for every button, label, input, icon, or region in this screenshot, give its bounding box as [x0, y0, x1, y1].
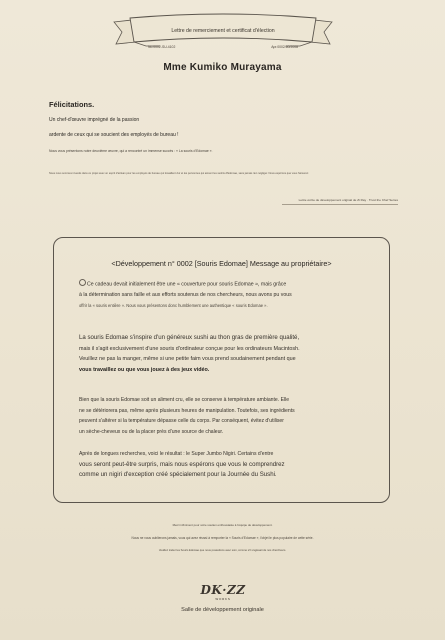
p2-line-b: mais il s'agit exclusivement d'une souris d'ordinateur conçue pour les ordinateurs Macintosh. [79, 345, 300, 352]
p1-line-b: à la détermination sans faille et aux efforts soutenus de nos chercheurs, nous avons pu vous [79, 292, 292, 299]
message-title: <Développement n° 0002 [Souris Edomae] Message au propriétaire> [111, 259, 332, 268]
p1-line-c: offrir la « souris entière ». Nous vous présentons donc humblement une authentique « souris Edomae ». [79, 302, 268, 308]
p4-line-a: Après de longues recherches, voici le résultat : le Super Jumbo Nigiri. Certains d'entre [79, 451, 274, 457]
message-paragraph-3 [79, 395, 379, 437]
logo-sub: WORKS [215, 597, 231, 601]
p1-line-a: Ce cadeau devait initialement être une « couverture pour souris Edomae », mais grâce [87, 281, 287, 288]
banner-left-tag: No.0002-SU-4102 [148, 45, 176, 49]
signature-text: Lettre écrite de développement original de Zi Ray · Trust the Chef Series [298, 198, 398, 202]
circle-icon [79, 279, 86, 286]
ribbon-banner [112, 12, 334, 56]
message-paragraph-4 [79, 449, 379, 481]
p3-line-c: peuvent s'altérer si la température dépasse celle du corps. Par conséquent, évitez d'utiliser [79, 418, 284, 425]
intro-line-2: ardente de ceux qui se soucient des employés de bureau ! [49, 132, 179, 138]
felicitations-heading: Félicitations. [49, 100, 95, 109]
studio-logo [191, 582, 255, 608]
message-paragraph-2 [79, 333, 379, 375]
logo-text: DK·ZZ [200, 583, 246, 597]
salle-caption: Salle de développement originale [181, 607, 264, 613]
p2-line-d: vous travaillez ou que vous jouez à des jeux vidéo. [79, 366, 210, 373]
banner-title: Lettre de remerciement et certificat d'élection [171, 28, 275, 34]
intro-line-3: Nous vous présentons notre deuxième œuvre, qui a rencontré un immense succès : « La souris d'Edomae ». [49, 149, 213, 153]
fine-print: Nous nous sommes investis dans ce projet avec un esprit d'artisan pour les employés de bureau qui travaillent dur et les personnes qui aiment les sushis d'Edomae, sans jamais rien négliger. Nous espérons que vous l'aimerez. [49, 172, 309, 175]
banner-right-tag: Apr.0002/60/2008 [271, 45, 298, 49]
footer-line-3: Veuillez traiter les Souris Edomae que nous possédons avec soin, comme s'il s'agissait de nos chercheurs. [158, 549, 287, 552]
p3-line-d: un sèche-cheveux ou de la placer près d'une source de chaleur. [79, 428, 224, 435]
message-paragraph-1 [79, 279, 379, 311]
p3-line-b: ne se détériorera pas, même après plusieurs heures de manipulation. Toutefois, ses ingrédients [79, 407, 295, 414]
intro-line-1: Un chef-d'œuvre imprégné de la passion [49, 117, 140, 123]
p4-line-b: vous seront peut-être surpris, mais nous espérons que vous le comprendrez [79, 460, 285, 468]
p4-line-c: comme un nigiri d'exception créé spécialement pour la Journée du Sushi. [79, 471, 277, 479]
p2-line-c: Veuillez ne pas la manger, même si une petite faim vous prend soudainement pendant que [79, 356, 296, 363]
signature-line [282, 204, 398, 205]
footer-line-2: Nous ne vous oublierons jamais, vous qui avez réussi à remporter la « Souris d'Edomae », l'objet le plus populaire de cette série. [131, 536, 314, 540]
p3-line-a: Bien que la souris Edomae soit un aliment cru, elle se conserve à température ambiante. Elle [79, 397, 290, 403]
footer-line-1: Merci infiniment pour votre soutien enthousiaste à l'équipe de développement. [172, 523, 273, 527]
p2-line-a: La souris Edomae s'inspire d'un généreux sushi au thon gras de première qualité, [79, 334, 300, 341]
recipient-name: Mme Kumiko Murayama [163, 62, 282, 73]
